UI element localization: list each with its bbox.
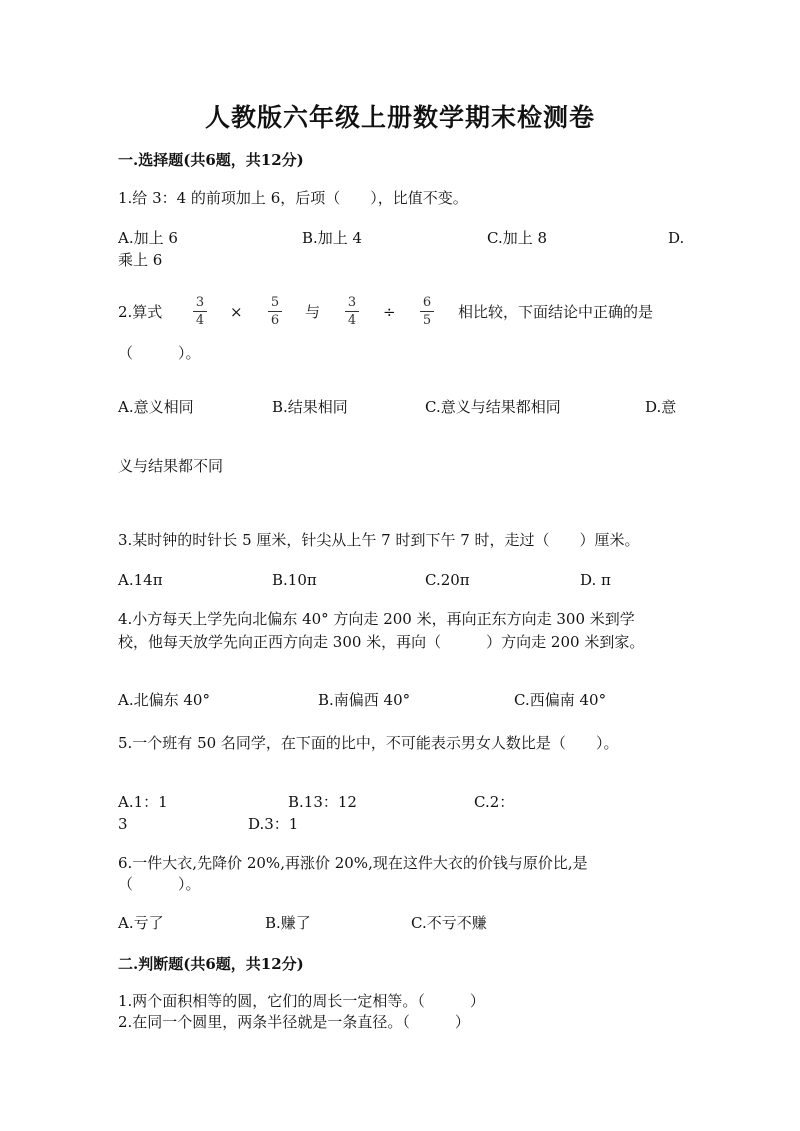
fraction-denominator: 4 xyxy=(195,313,205,328)
fraction-bar xyxy=(345,311,359,312)
question-6-option-b: B.赚了 xyxy=(265,914,311,932)
fraction-bar xyxy=(268,311,282,312)
question-5-stem: 5.一个班有 50 名同学，在下面的比中，不可能表示男女人数比是（ ）。 xyxy=(118,734,619,752)
question-1-stem: 1.给 3：4 的前项加上 6，后项（ ），比值不变。 xyxy=(118,189,468,207)
question-5-option-a: A.1：1 xyxy=(118,793,168,811)
question-2-suffix: 相比较，下面结论中正确的是 xyxy=(458,303,654,321)
question-5-option-c-tail: 3 xyxy=(118,815,128,833)
fraction-bar xyxy=(420,311,434,312)
question-1-option-a: A.加上 6 xyxy=(118,229,178,247)
question-2-blank: （ ）。 xyxy=(118,344,201,362)
question-1-option-b: B.加上 4 xyxy=(302,229,363,247)
question-4-option-b: B.南偏西 40° xyxy=(318,691,411,709)
question-6-line-1: 6.一件大衣,先降价 20%,再涨价 20%,现在这件大衣的价钱与原价比,是 xyxy=(118,854,588,872)
question-4-line-1: 4.小方每天上学先向北偏东 40° 方向走 200 米，再向正东方向走 300 米到学 xyxy=(118,610,635,628)
question-3-stem: 3.某时钟的时针长 5 厘米，针尖从上午 7 时到下午 7 时，走过（ ）厘米。 xyxy=(118,531,640,549)
fraction-numerator: 5 xyxy=(270,295,280,310)
question-4-line-2: 校，他每天放学先向正西方向走 300 米，再向（ ）方向走 200 米到家。 xyxy=(118,633,645,651)
judge-question-1: 1.两个面积相等的圆，它们的周长一定相等。（ ） xyxy=(118,992,485,1010)
divide-sign: ÷ xyxy=(383,303,396,321)
question-6-option-c: C.不亏不赚 xyxy=(411,914,487,932)
section-heading-choice: 一.选择题(共6题，共12分) xyxy=(118,151,304,169)
multiply-sign: × xyxy=(230,303,243,321)
fraction-bar xyxy=(193,311,207,312)
question-2-with: 与 xyxy=(305,303,321,321)
question-3-option-a: A.14π xyxy=(118,571,163,589)
question-5-option-b: B.13：12 xyxy=(288,793,357,811)
judge-question-2: 2.在同一个圆里，两条半径就是一条直径。（ ） xyxy=(118,1013,470,1031)
fraction-denominator: 4 xyxy=(347,313,357,328)
fraction-numerator: 3 xyxy=(195,295,205,310)
question-6-line-2: （ ）。 xyxy=(118,875,201,893)
question-3-option-b: B.10π xyxy=(272,571,317,589)
question-1-option-c: C.加上 8 xyxy=(487,229,548,247)
section-heading-judge: 二.判断题(共6题，共12分) xyxy=(118,955,304,973)
fraction-numerator: 6 xyxy=(422,295,432,310)
fraction-3-4 xyxy=(190,295,210,328)
fraction-numerator: 3 xyxy=(347,295,357,310)
question-2-option-d-tail: 义与结果都不同 xyxy=(118,457,224,475)
question-2-option-c: C.意义与结果都相同 xyxy=(425,398,561,416)
question-3-option-d: D. π xyxy=(580,571,611,589)
question-4-option-c: C.西偏南 40° xyxy=(514,691,607,709)
question-2-option-a: A.意义相同 xyxy=(118,398,194,416)
fraction-3-4-second xyxy=(342,295,362,328)
question-2-prefix: 2.算式 xyxy=(118,303,163,321)
fraction-5-6 xyxy=(265,295,285,328)
page-title: 人教版六年级上册数学期末检测卷 xyxy=(204,103,595,132)
fraction-denominator: 6 xyxy=(270,313,280,328)
question-5-option-d: D.3：1 xyxy=(248,815,299,833)
question-6-option-a: A.亏了 xyxy=(118,914,164,932)
question-5-option-c-head: C.2： xyxy=(474,793,515,811)
fraction-6-5 xyxy=(417,295,437,328)
question-1-option-d-tail: 乘上 6 xyxy=(118,251,163,269)
fraction-denominator: 5 xyxy=(422,313,432,328)
question-2-option-b: B.结果相同 xyxy=(272,398,348,416)
question-1-option-d-head: D. xyxy=(668,229,685,247)
question-4-option-a: A.北偏东 40° xyxy=(118,691,210,709)
question-3-option-c: C.20π xyxy=(425,571,470,589)
question-2-option-d-head: D.意 xyxy=(645,398,677,416)
